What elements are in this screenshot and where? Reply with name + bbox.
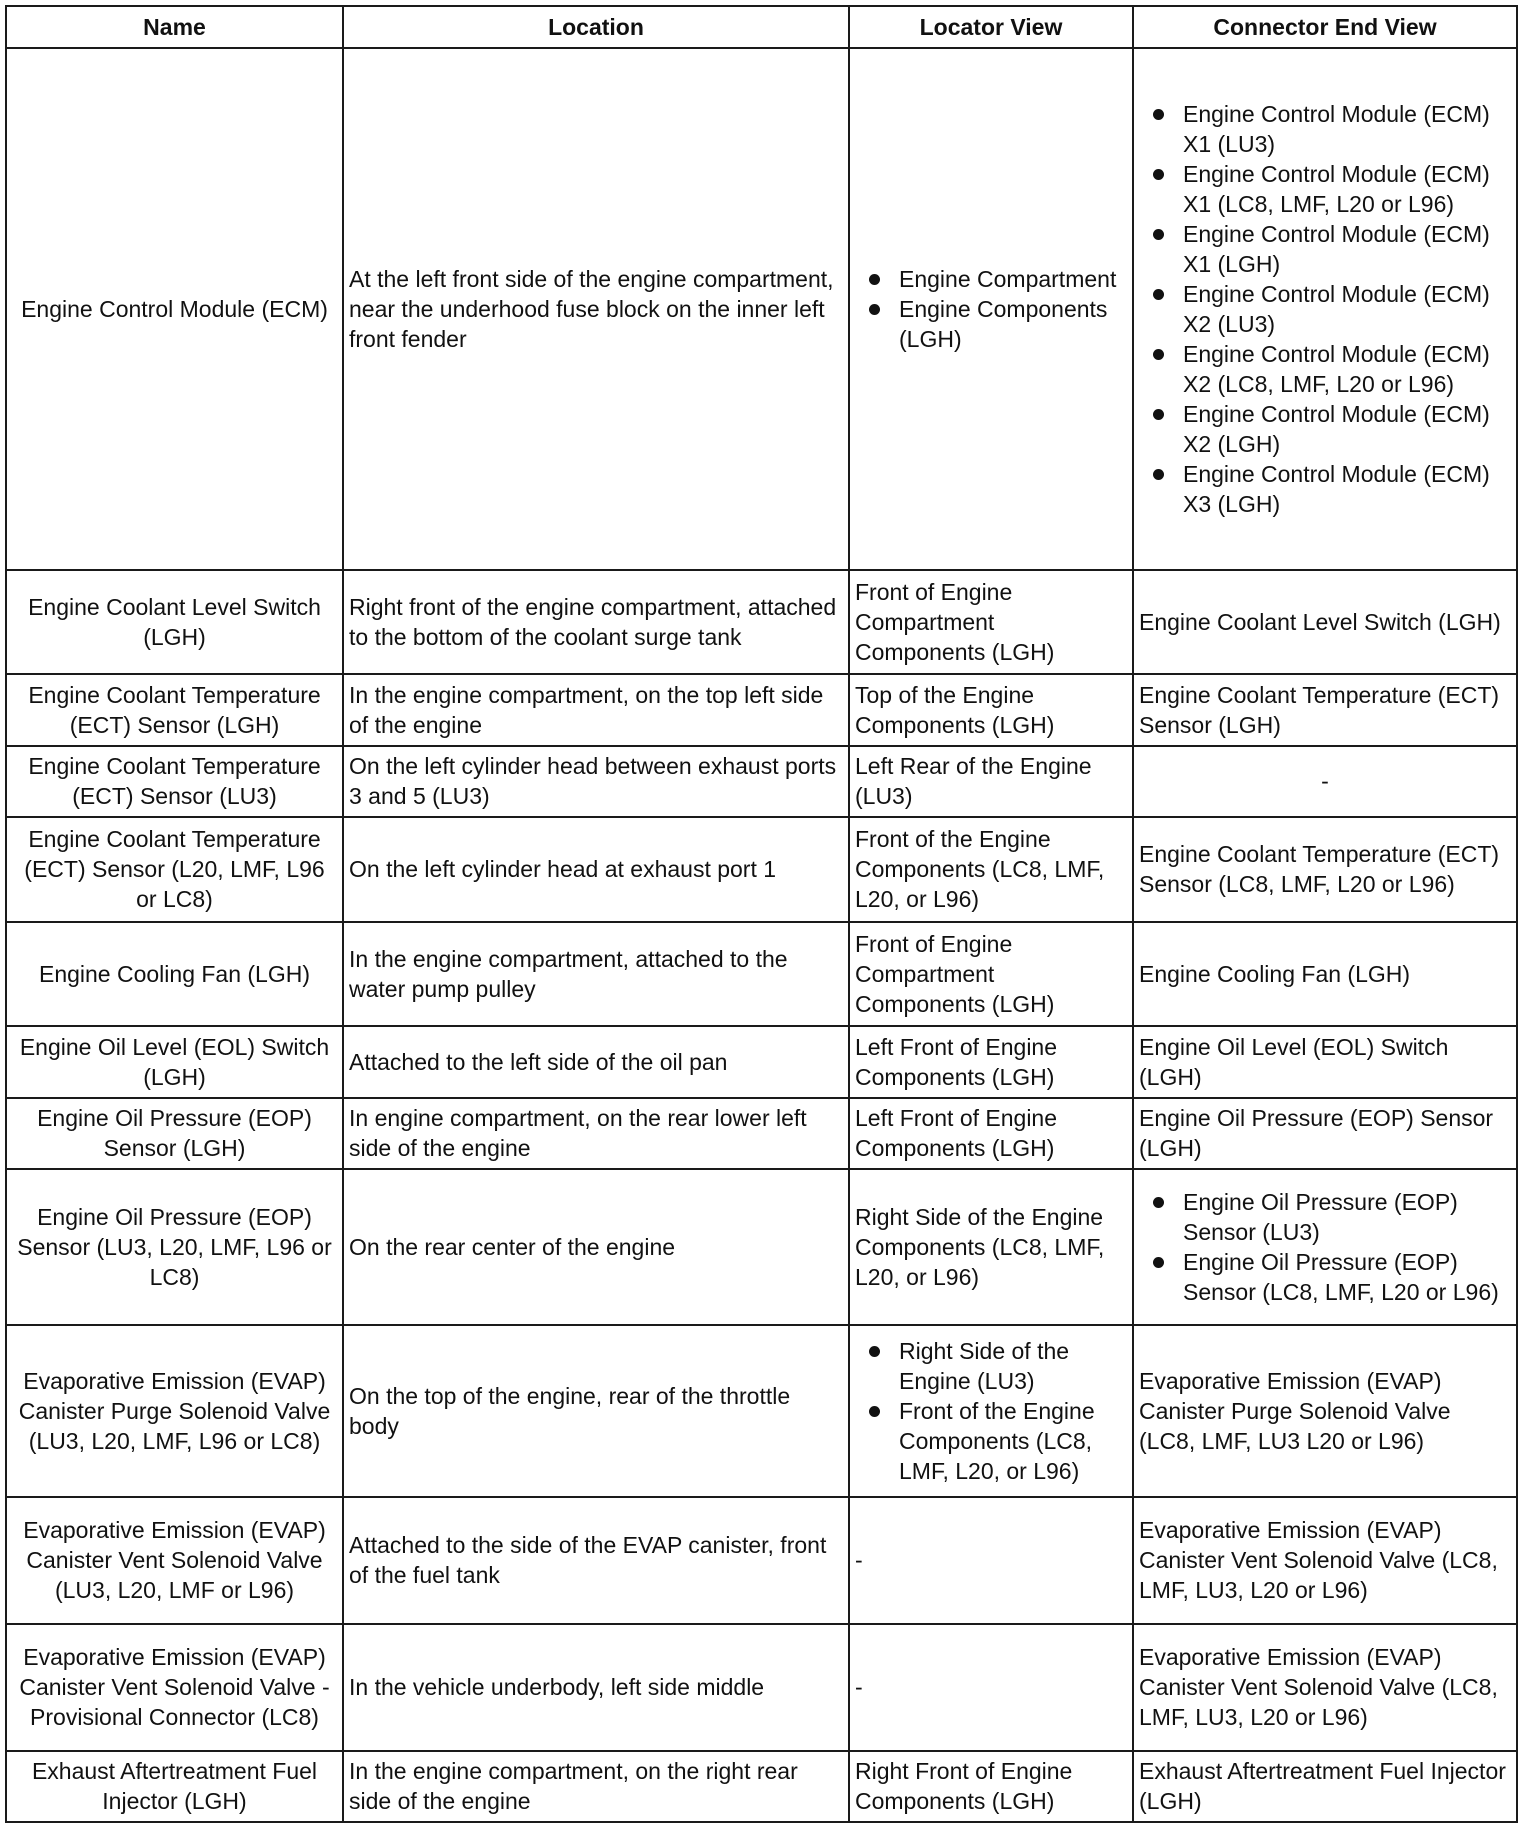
cell-connector-end-view <box>1133 1169 1517 1325</box>
cell-location: In the engine compartment, on the right rear side of the engine <box>343 1751 849 1822</box>
bullet-list <box>1139 99 1511 519</box>
component-locator-table <box>5 5 1518 1823</box>
cell-name: Engine Coolant Temperature (ECT) Sensor (LGH) <box>6 674 343 745</box>
cell-name: Evaporative Emission (EVAP) Canister Purge Solenoid Valve (LU3, L20, LMF, L96 or LC8) <box>6 1325 343 1497</box>
cell-name: Evaporative Emission (EVAP) Canister Vent Solenoid Valve (LU3, L20, LMF or L96) <box>6 1497 343 1624</box>
cell-locator-view: Right Front of Engine Components (LGH) <box>849 1751 1133 1822</box>
cell-name: Engine Cooling Fan (LGH) <box>6 922 343 1027</box>
cell-locator-view: - <box>849 1497 1133 1624</box>
cell-locator-view: Left Rear of the Engine (LU3) <box>849 746 1133 817</box>
bullet-list <box>1139 1187 1511 1307</box>
cell-locator-view: Left Front of Engine Components (LGH) <box>849 1098 1133 1169</box>
table-row <box>6 922 1517 1027</box>
table-row <box>6 1098 1517 1169</box>
header-connector-end-view: Connector End View <box>1133 6 1517 48</box>
cell-location: In the engine compartment, attached to the water pump pulley <box>343 922 849 1027</box>
bullet-list <box>855 1336 1127 1486</box>
cell-connector-end-view: Engine Coolant Temperature (ECT) Sensor (LGH) <box>1133 674 1517 745</box>
header-name: Name <box>6 6 343 48</box>
cell-connector-end-view: Engine Coolant Temperature (ECT) Sensor (LC8, LMF, L20 or L96) <box>1133 817 1517 922</box>
cell-connector-end-view: Engine Oil Level (EOL) Switch (LGH) <box>1133 1026 1517 1097</box>
cell-locator-view <box>849 48 1133 570</box>
header-row <box>6 6 1517 48</box>
cell-connector-end-view <box>1133 48 1517 570</box>
cell-location: In the vehicle underbody, left side middle <box>343 1624 849 1751</box>
cell-connector-end-view: Exhaust Aftertreatment Fuel Injector (LGH) <box>1133 1751 1517 1822</box>
bullet-item: Engine Control Module (ECM) X2 (LC8, LMF, L20 or L96) <box>1183 339 1511 399</box>
cell-name: Engine Oil Level (EOL) Switch (LGH) <box>6 1026 343 1097</box>
cell-name: Engine Oil Pressure (EOP) Sensor (LGH) <box>6 1098 343 1169</box>
cell-name: Exhaust Aftertreatment Fuel Injector (LGH) <box>6 1751 343 1822</box>
table-row <box>6 817 1517 922</box>
table-row <box>6 1026 1517 1097</box>
cell-locator-view: Top of the Engine Components (LGH) <box>849 674 1133 745</box>
bullet-item: Engine Oil Pressure (EOP) Sensor (LC8, LMF, L20 or L96) <box>1183 1247 1511 1307</box>
cell-location: On the rear center of the engine <box>343 1169 849 1325</box>
header-location: Location <box>343 6 849 48</box>
cell-location: In engine compartment, on the rear lower left side of the engine <box>343 1098 849 1169</box>
table-row <box>6 570 1517 675</box>
cell-connector-end-view: Engine Oil Pressure (EOP) Sensor (LGH) <box>1133 1098 1517 1169</box>
bullet-item: Engine Control Module (ECM) X3 (LGH) <box>1183 459 1511 519</box>
header-locator-view: Locator View <box>849 6 1133 48</box>
table-body <box>6 48 1517 1822</box>
cell-location: Attached to the left side of the oil pan <box>343 1026 849 1097</box>
cell-name: Evaporative Emission (EVAP) Canister Vent Solenoid Valve - Provisional Connector (LC8) <box>6 1624 343 1751</box>
cell-locator-view: Front of Engine Compartment Components (LGH) <box>849 922 1133 1027</box>
bullet-item: Front of the Engine Components (LC8, LMF, L20, or L96) <box>899 1396 1127 1486</box>
bullet-item: Engine Components (LGH) <box>899 294 1127 354</box>
table-row <box>6 1169 1517 1325</box>
table-row <box>6 1497 1517 1624</box>
bullet-item: Engine Compartment <box>899 264 1127 294</box>
cell-location: Right front of the engine compartment, attached to the bottom of the coolant surge tank <box>343 570 849 675</box>
cell-connector-end-view: Engine Coolant Level Switch (LGH) <box>1133 570 1517 675</box>
cell-name: Engine Oil Pressure (EOP) Sensor (LU3, L20, LMF, L96 or LC8) <box>6 1169 343 1325</box>
cell-name: Engine Coolant Level Switch (LGH) <box>6 570 343 675</box>
bullet-item: Engine Control Module (ECM) X1 (LC8, LMF, L20 or L96) <box>1183 159 1511 219</box>
table-row <box>6 1751 1517 1822</box>
bullet-item: Engine Oil Pressure (EOP) Sensor (LU3) <box>1183 1187 1511 1247</box>
cell-location: On the left cylinder head at exhaust port 1 <box>343 817 849 922</box>
cell-connector-end-view: Evaporative Emission (EVAP) Canister Vent Solenoid Valve (LC8, LMF, LU3, L20 or L96) <box>1133 1497 1517 1624</box>
table-row <box>6 674 1517 745</box>
cell-location: On the top of the engine, rear of the throttle body <box>343 1325 849 1497</box>
cell-connector-end-view: - <box>1133 746 1517 817</box>
cell-locator-view: Left Front of Engine Components (LGH) <box>849 1026 1133 1097</box>
table-row <box>6 746 1517 817</box>
cell-name: Engine Coolant Temperature (ECT) Sensor (LU3) <box>6 746 343 817</box>
table-row <box>6 1624 1517 1751</box>
bullet-item: Engine Control Module (ECM) X2 (LGH) <box>1183 399 1511 459</box>
cell-locator-view: Right Side of the Engine Components (LC8, LMF, L20, or L96) <box>849 1169 1133 1325</box>
cell-name: Engine Coolant Temperature (ECT) Sensor (L20, LMF, L96 or LC8) <box>6 817 343 922</box>
table-row <box>6 1325 1517 1497</box>
cell-locator-view: Front of the Engine Components (LC8, LMF, L20, or L96) <box>849 817 1133 922</box>
bullet-item: Right Side of the Engine (LU3) <box>899 1336 1127 1396</box>
bullet-list <box>855 264 1127 354</box>
cell-connector-end-view: Evaporative Emission (EVAP) Canister Vent Solenoid Valve (LC8, LMF, LU3, L20 or L96) <box>1133 1624 1517 1751</box>
table-row <box>6 48 1517 570</box>
cell-locator-view: - <box>849 1624 1133 1751</box>
cell-locator-view <box>849 1325 1133 1497</box>
cell-connector-end-view: Engine Cooling Fan (LGH) <box>1133 922 1517 1027</box>
bullet-item: Engine Control Module (ECM) X1 (LGH) <box>1183 219 1511 279</box>
bullet-item: Engine Control Module (ECM) X1 (LU3) <box>1183 99 1511 159</box>
cell-locator-view: Front of Engine Compartment Components (LGH) <box>849 570 1133 675</box>
cell-connector-end-view: Evaporative Emission (EVAP) Canister Purge Solenoid Valve (LC8, LMF, LU3 L20 or L96) <box>1133 1325 1517 1497</box>
cell-location: In the engine compartment, on the top left side of the engine <box>343 674 849 745</box>
cell-location: Attached to the side of the EVAP canister, front of the fuel tank <box>343 1497 849 1624</box>
cell-name: Engine Control Module (ECM) <box>6 48 343 570</box>
cell-location: At the left front side of the engine compartment, near the underhood fuse block on the inner left front fender <box>343 48 849 570</box>
bullet-item: Engine Control Module (ECM) X2 (LU3) <box>1183 279 1511 339</box>
cell-location: On the left cylinder head between exhaust ports 3 and 5 (LU3) <box>343 746 849 817</box>
